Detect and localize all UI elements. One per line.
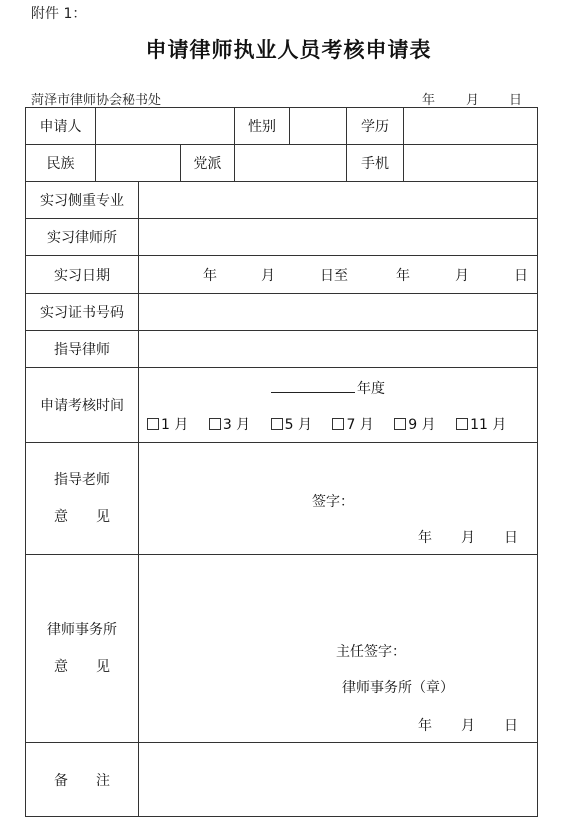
exam-option-5[interactable]: 5 月 [271,417,312,433]
applicant-label: 申请人 [26,108,96,145]
mentor-day: 日 [504,530,518,546]
ethnicity-label: 民族 [26,145,96,182]
attachment-label: 附件 1： [31,6,87,22]
exam-year-line[interactable] [271,378,385,398]
mentor-year: 年 [418,530,432,546]
exam-year-label: 年度 [357,381,385,397]
row-major [26,182,538,219]
mentor-field[interactable] [139,331,538,368]
row-firm-opinion [26,555,538,743]
row-mentor-opinion [26,443,538,555]
remarks-label: 备 注 [26,743,139,817]
checkbox-icon[interactable] [209,418,221,430]
row-exam-time [26,368,538,443]
major-label: 实习侧重专业 [26,182,139,219]
row-intern-date [26,256,538,294]
date-day2: 日 [514,268,528,284]
row-ethnicity [26,145,538,182]
date-month1: 月 [261,268,275,284]
mentor-opinion-label: 指导老师 意 见 [26,443,139,555]
applicant-field[interactable] [96,108,235,145]
checkbox-icon[interactable] [271,418,283,430]
party-label: 党派 [181,145,235,182]
application-form-table [25,107,538,817]
gender-field[interactable] [290,108,347,145]
exam-time-label: 申请考核时间 [26,368,139,443]
row-firm [26,219,538,256]
date-label: 实习日期 [26,256,139,294]
checkbox-icon[interactable] [332,418,344,430]
header-month: 月 [466,93,480,108]
exam-year-blank[interactable] [271,378,355,393]
exam-time-field [139,368,538,443]
director-sign-label: 主任签字： [336,644,406,660]
row-applicant [26,108,538,145]
party-field[interactable] [235,145,347,182]
exam-month-options [147,414,506,434]
gender-label: 性别 [235,108,290,145]
organization-name: 菏泽市律师协会秘书处 [31,93,162,108]
mentor-opinion-field[interactable] [139,443,538,555]
checkbox-icon[interactable] [394,418,406,430]
firm-opinion-label: 律师事务所 意 见 [26,555,139,743]
cert-field[interactable] [139,294,538,331]
ethnicity-field[interactable] [96,145,181,182]
firm-month: 月 [461,718,475,734]
date-year1: 年 [203,268,217,284]
row-cert [26,294,538,331]
header-day: 日 [509,93,523,108]
firm-year: 年 [418,718,432,734]
page-title: 申请律师执业人员考核申请表 [145,37,432,62]
checkbox-icon[interactable] [147,418,159,430]
firm-opinion-field[interactable] [139,555,538,743]
date-month2: 月 [455,268,469,284]
date-day-to: 日至 [320,268,348,284]
phone-label: 手机 [347,145,404,182]
mentor-month: 月 [461,530,475,546]
row-remarks [26,743,538,817]
mentor-label: 指导律师 [26,331,139,368]
checkbox-icon[interactable] [456,418,468,430]
date-year2: 年 [396,268,410,284]
major-field[interactable] [139,182,538,219]
firm-seal-label: 律师事务所（章） [342,680,454,696]
firm-day: 日 [504,718,518,734]
firm-label: 实习律师所 [26,219,139,256]
mentor-sign-label: 签字： [312,494,354,510]
exam-option-9[interactable]: 9 月 [394,417,435,433]
exam-option-1[interactable]: 1 月 [147,417,188,433]
cert-label: 实习证书号码 [26,294,139,331]
intern-date-field[interactable] [139,256,538,294]
header-year: 年 [422,93,436,108]
exam-option-11[interactable]: 11 月 [456,417,506,433]
exam-option-7[interactable]: 7 月 [332,417,373,433]
firm-field[interactable] [139,219,538,256]
phone-field[interactable] [404,145,538,182]
remarks-field[interactable] [139,743,538,817]
exam-option-3[interactable]: 3 月 [209,417,250,433]
education-label: 学历 [347,108,404,145]
education-field[interactable] [404,108,538,145]
row-mentor [26,331,538,368]
